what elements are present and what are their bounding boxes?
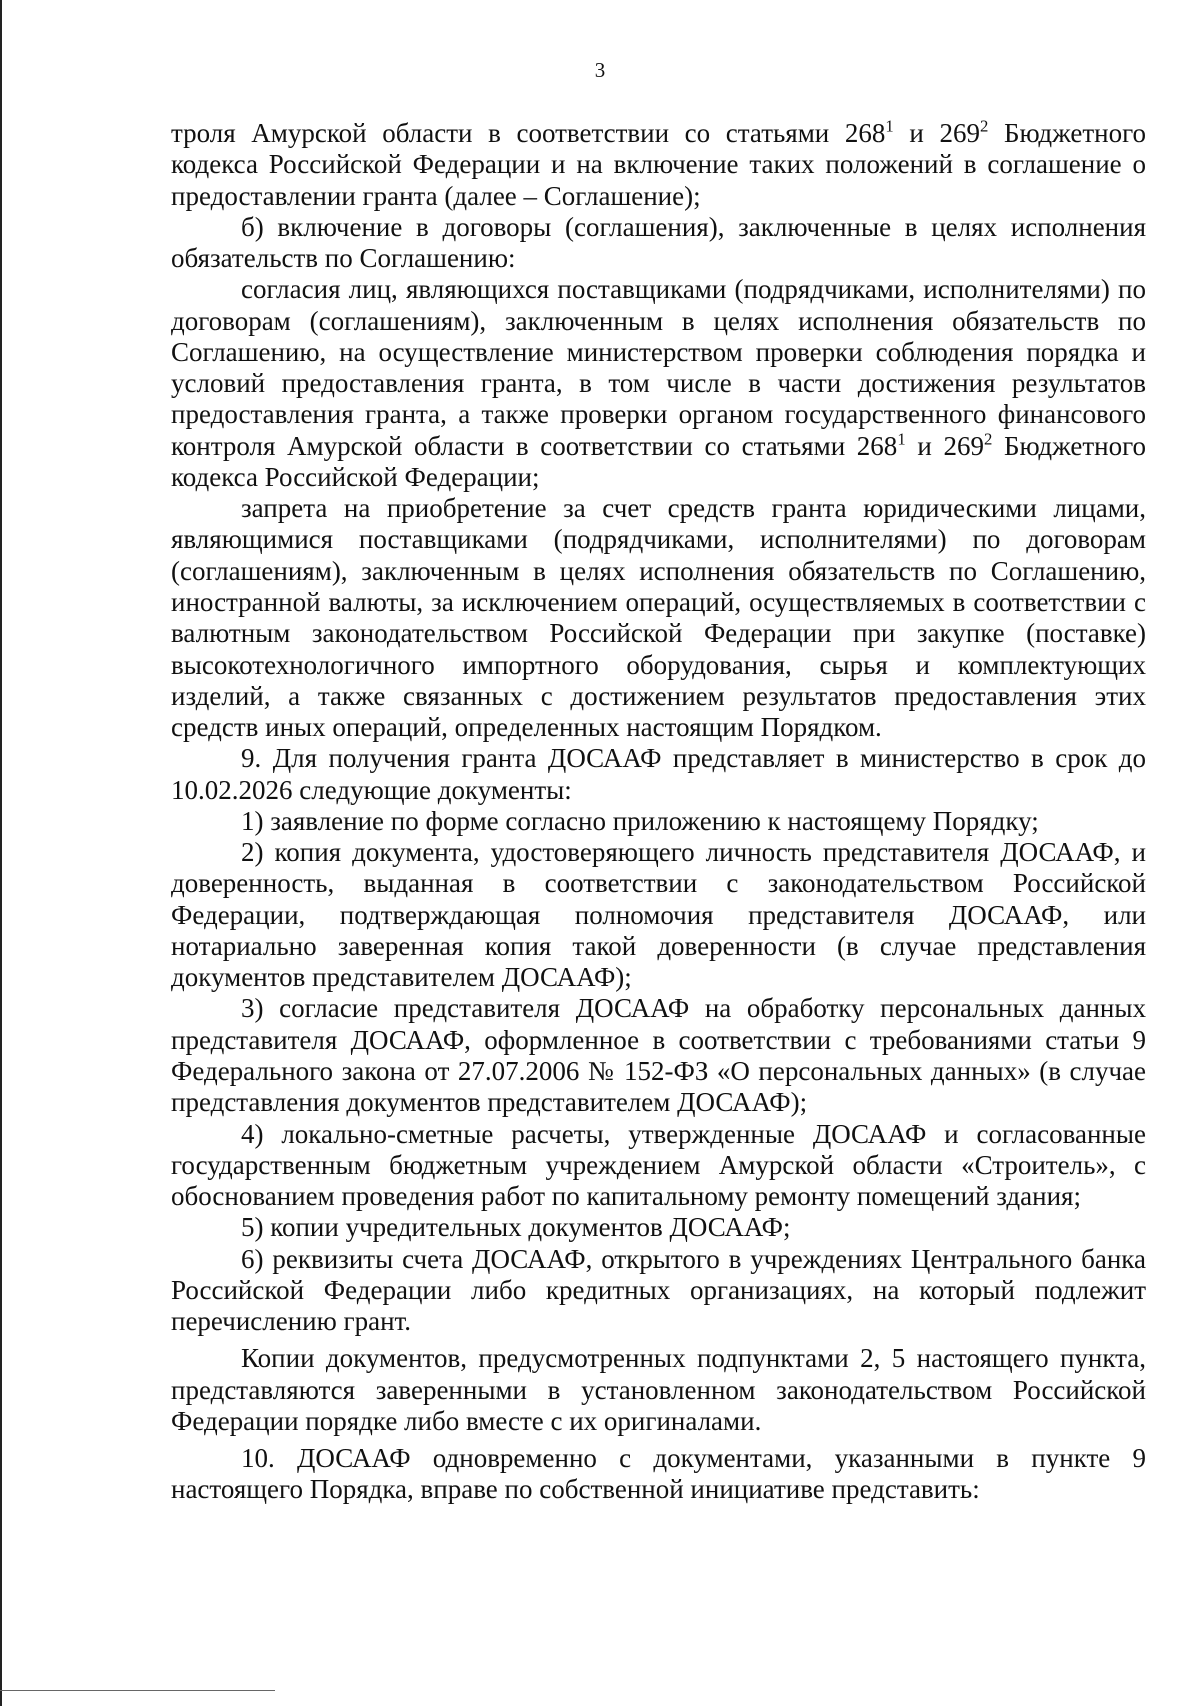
paragraph — [171, 1343, 1146, 1437]
paragraph-text: Бюджетного кодекса Российской Федерации и на включение таких положений в соглашение о предоставлении гранта (далее – Соглашение); — [171, 118, 1147, 211]
paragraph-text: троля Амурской области в соответствии со статьями 268 — [171, 118, 886, 148]
paragraph — [171, 118, 1146, 212]
paragraph-text: 3) согласие представителя ДОСААФ на обработку персональных данных представителя ДОСААФ, оформленное в соответствии с требованиями статьи 9 Федерального закона от 27.07.2006 № 152-ФЗ «О персональных данных» (в случае представления документов представителем ДОСААФ); — [171, 993, 1146, 1118]
paragraph — [171, 837, 1146, 993]
paragraph — [171, 493, 1146, 743]
paragraph-text: и 269 — [905, 430, 984, 461]
scan-left-edge — [0, 0, 2, 1706]
paragraph-text: 5) копии учредительных документов ДОСААФ; — [241, 1212, 791, 1243]
paragraph-text: 4) локально-сметные расчеты, утвержденные ДОСААФ и согласованные государственным бюджетным учреждением Амурской области «Строитель», с обоснованием проведения работ по капитальному ремонту помещений здания; — [171, 1118, 1146, 1212]
paragraph — [171, 1443, 1146, 1506]
superscript: 2 — [980, 116, 989, 136]
page-number: 3 — [594, 58, 606, 82]
paragraph — [171, 743, 1146, 806]
paragraph — [171, 1119, 1146, 1213]
superscript: 1 — [885, 116, 894, 136]
footer-rule — [0, 1690, 275, 1691]
paragraph — [171, 993, 1146, 1118]
paragraph — [171, 1244, 1146, 1338]
paragraph-text: 2) копия документа, удостоверяющего личность представителя ДОСААФ, и доверенность, выданная в соответствии с законодательством Российской Федерации, подтверждающая полномочия представителя ДОСААФ, или нотариально заверенная копия такой доверенности (в случае представления документов представителем ДОСААФ); — [171, 837, 1146, 993]
paragraph — [171, 274, 1146, 493]
paragraph — [171, 212, 1146, 275]
paragraph-text: 9. Для получения гранта ДОСААФ представляет в министерство в срок до 10.02.2026 следующие документы: — [171, 743, 1146, 805]
paragraph-text: 10. ДОСААФ одновременно с документами, указанными в пункте 9 настоящего Порядка, вправе по собственной инициативе представить: — [171, 1443, 1146, 1505]
paragraph-text: б) включение в договоры (соглашения), заключенные в целях исполнения обязательств по Соглашению: — [171, 211, 1146, 274]
superscript: 2 — [983, 429, 993, 449]
document-body — [171, 118, 1146, 1506]
paragraph-text: согласия лиц, являющихся поставщиками (подрядчиками, исполнителями) по договорам (соглашениям), заключенным в целях исполнения обязательств по Соглашению, на осуществление министерством проверки соблюдения порядка и условий предоставления гранта, в том числе в части достижения результатов предоставления гранта, а также проверки органом государственного финансового контроля Амурской области в соответствии со статьями 268 — [171, 274, 1146, 461]
paragraph-text: и 269 — [893, 118, 981, 148]
paragraph — [171, 1212, 1146, 1243]
paragraph-text: 1) заявление по форме согласно приложению к настоящему Порядку; — [241, 805, 1039, 836]
superscript: 1 — [897, 429, 906, 449]
paragraph-text: Копии документов, предусмотренных подпунктами 2, 5 настоящего пункта, представляются заверенными в установленном законодательством Российской Федерации порядке либо вместе с их оригиналами. — [171, 1343, 1146, 1436]
paragraph-text: 6) реквизиты счета ДОСААФ, открытого в учреждениях Центрального банка Российской Федерации либо кредитных организациях, на который подлежит перечислению грант. — [171, 1243, 1146, 1337]
paragraph — [171, 806, 1146, 837]
paragraph-text: Бюджетного кодекса Российской Федерации; — [171, 430, 1147, 492]
paragraph-text: запрета на приобретение за счет средств гранта юридическими лицами, являющимися поставщиками (подрядчиками, исполнителями) по договорам (соглашениям), заключенным в целях исполнения обязательств по Соглашению, иностранной валюты, за исключением операций, осуществляемых в соответствии с валютным законодательством Российской Федерации при закупке (поставке) высокотехнологичного импортного оборудования, сырья и комплектующих изделий, а также связанных с достижением результатов предоставления этих средств иных операций, определенных настоящим Порядком. — [171, 493, 1146, 743]
